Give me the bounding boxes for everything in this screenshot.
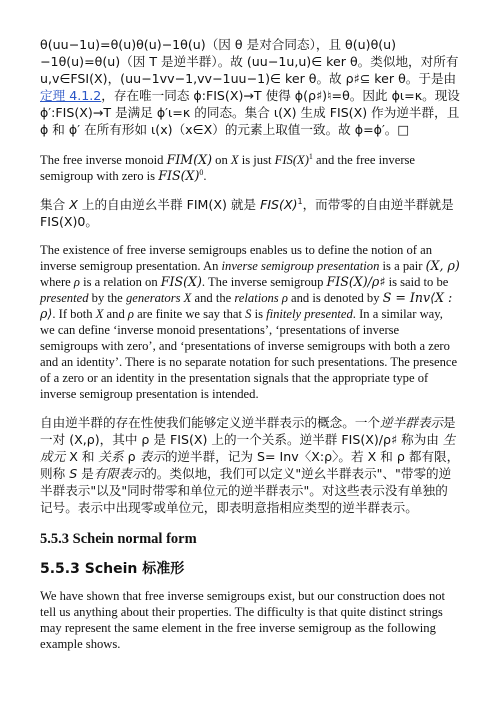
term: generators — [125, 291, 181, 305]
math: FIS(X) — [158, 168, 200, 183]
math: FIS(X)/ρ♯ — [326, 274, 386, 289]
math: ρ — [127, 307, 134, 321]
superscript: 1 — [297, 197, 303, 206]
math: FIS(X) — [260, 197, 298, 212]
text: 上的自由逆幺半群 FIM(X) 就是 — [77, 197, 261, 212]
math: FIM(X) — [166, 152, 212, 167]
text: are finite we say that — [133, 307, 246, 321]
text: . If both — [52, 307, 96, 321]
math: FIS(X) — [274, 153, 309, 167]
superscript: 0 — [199, 168, 204, 177]
text: where — [40, 275, 74, 289]
proof-text-2: ，存在唯一同态 ϕ:FIS(X)→T 使得 ϕ(ρ♯)♮=θ。因此 ϕι=κ。现设 ϕ′:FIS(X)→T 是满足 ϕ′ι=κ 的同态。集合 ι(X) 生成 FIS(X) 作为逆半群，且 ϕ 和 ϕ′ 在所有形如 ι(x)（x∈X）的元素上取值一致。故 ϕ=ϕ′。□ — [40, 88, 460, 137]
math: ρ — [73, 275, 80, 289]
text: 的逆半群，记为 S= Inv〈X:ρ〉。若 X 和 ρ 都有限，则称 — [40, 449, 460, 481]
schein-intro-paragraph: We have shown that free inverse semigroups exist, but our construction does not tell us anything about their properties. The difficulty is that quite distinct strings may represent the same element in the free inverse semigroup as the following example shows. — [40, 589, 446, 651]
term: inverse semigroup presentation — [221, 259, 380, 273]
text: by the — [88, 291, 126, 305]
text: ，而带零的自由逆半群就是 FIS(X)0。 — [40, 197, 454, 229]
presentation-paragraph — [40, 242, 460, 402]
text: and the free inverse semigroup with zero is — [40, 153, 416, 183]
text: 是一对 (X,ρ)，其中 ρ 是 FIS(X) 上的一个关系。逆半群 FIS(X)/ρ♯ 称为由 — [40, 415, 456, 447]
text: and is denoted by — [287, 291, 383, 305]
term: finitely presented — [266, 307, 353, 321]
text: . — [203, 169, 207, 183]
term: 关系 — [98, 449, 124, 464]
term: 逆半群表示 — [380, 415, 443, 430]
section-heading: 5.5.3 Schein normal form — [40, 531, 197, 547]
text: . In a similar way, we can define ‘inverse monoid presentations’, ‘presentations of inverse semigroups with zero’, and ‘presentations of inverse semigroups with both a zero and an identity’. There is no separate notation for such presentations. The presence of a zero or an identity in the presentation signals that the appropriate type of inverse semigroup presentation is intended. — [40, 307, 458, 401]
math: ρ — [278, 291, 288, 305]
math: X — [230, 153, 239, 167]
section-heading-zh: 5.5.3 Schein 标准形 — [40, 561, 185, 577]
math: (X, ρ) — [425, 258, 460, 273]
text: The free inverse monoid — [40, 153, 167, 167]
text: ρ — [123, 449, 140, 464]
term: presented — [40, 291, 89, 305]
theorem-link[interactable]: 定理 4.1.2 — [40, 88, 102, 103]
text: is — [251, 307, 267, 321]
free-inverse-monoid-paragraph-zh — [40, 196, 460, 230]
text: X 和 — [65, 449, 99, 464]
text: . The inverse semigroup — [201, 275, 327, 289]
term: 表示 — [139, 449, 165, 464]
text: 自由逆半群的存在性使我们能够定义逆半群表示的概念。一个 — [40, 415, 381, 430]
text: and — [103, 307, 128, 321]
text: 集合 — [40, 197, 70, 212]
presentation-paragraph-zh — [40, 414, 460, 516]
text: The existence of free inverse semigroups enables us to define the notion of an inverse semigroup presentation. An — [40, 243, 433, 273]
proof-paragraph-zh — [40, 36, 460, 138]
math: X — [69, 197, 78, 212]
math: S — [245, 307, 252, 321]
term: 生成元 — [40, 432, 456, 464]
math: S = Inv⟨X : ρ⟩ — [40, 290, 453, 321]
term: relations — [234, 291, 279, 305]
proof-text-1: θ(uu−1u)=θ(u)θ(u)−1θ(u)（因 θ 是对合同态），且 θ(u)θ(u)−1θ(u)=θ(u)（因 T 是逆半群）。故 (uu−1u,u)∈ ker θ。类似地，对所有 u,v∈FSI(X)，(uu−1vv−1,vv−1uu−1)∈ ker θ。故 ρ♯⊆ ker θ。于是由 — [40, 37, 459, 86]
free-inverse-monoid-paragraph — [40, 152, 460, 184]
text: is a relation on — [79, 275, 161, 289]
math: S — [69, 466, 78, 481]
math: X — [180, 291, 192, 305]
text: 的。类似地，我们可以定义"逆幺半群表示"、"带零的逆半群表示"以及"同时带零和单位元的逆半群表示"。对这些表示没有单独的记号。表示中出现零或单位元，即表明意指相应类型的逆半群表示。 — [40, 466, 452, 515]
text: 是 — [77, 466, 94, 481]
text: is just — [238, 153, 275, 167]
math: FIS(X) — [160, 274, 202, 289]
text: and the — [191, 291, 235, 305]
superscript: 1 — [308, 152, 313, 161]
term: 有限表示 — [93, 466, 145, 481]
text: is a pair — [379, 259, 426, 273]
math: X — [95, 307, 104, 321]
text: on — [212, 153, 231, 167]
text: is said to be — [385, 275, 449, 289]
